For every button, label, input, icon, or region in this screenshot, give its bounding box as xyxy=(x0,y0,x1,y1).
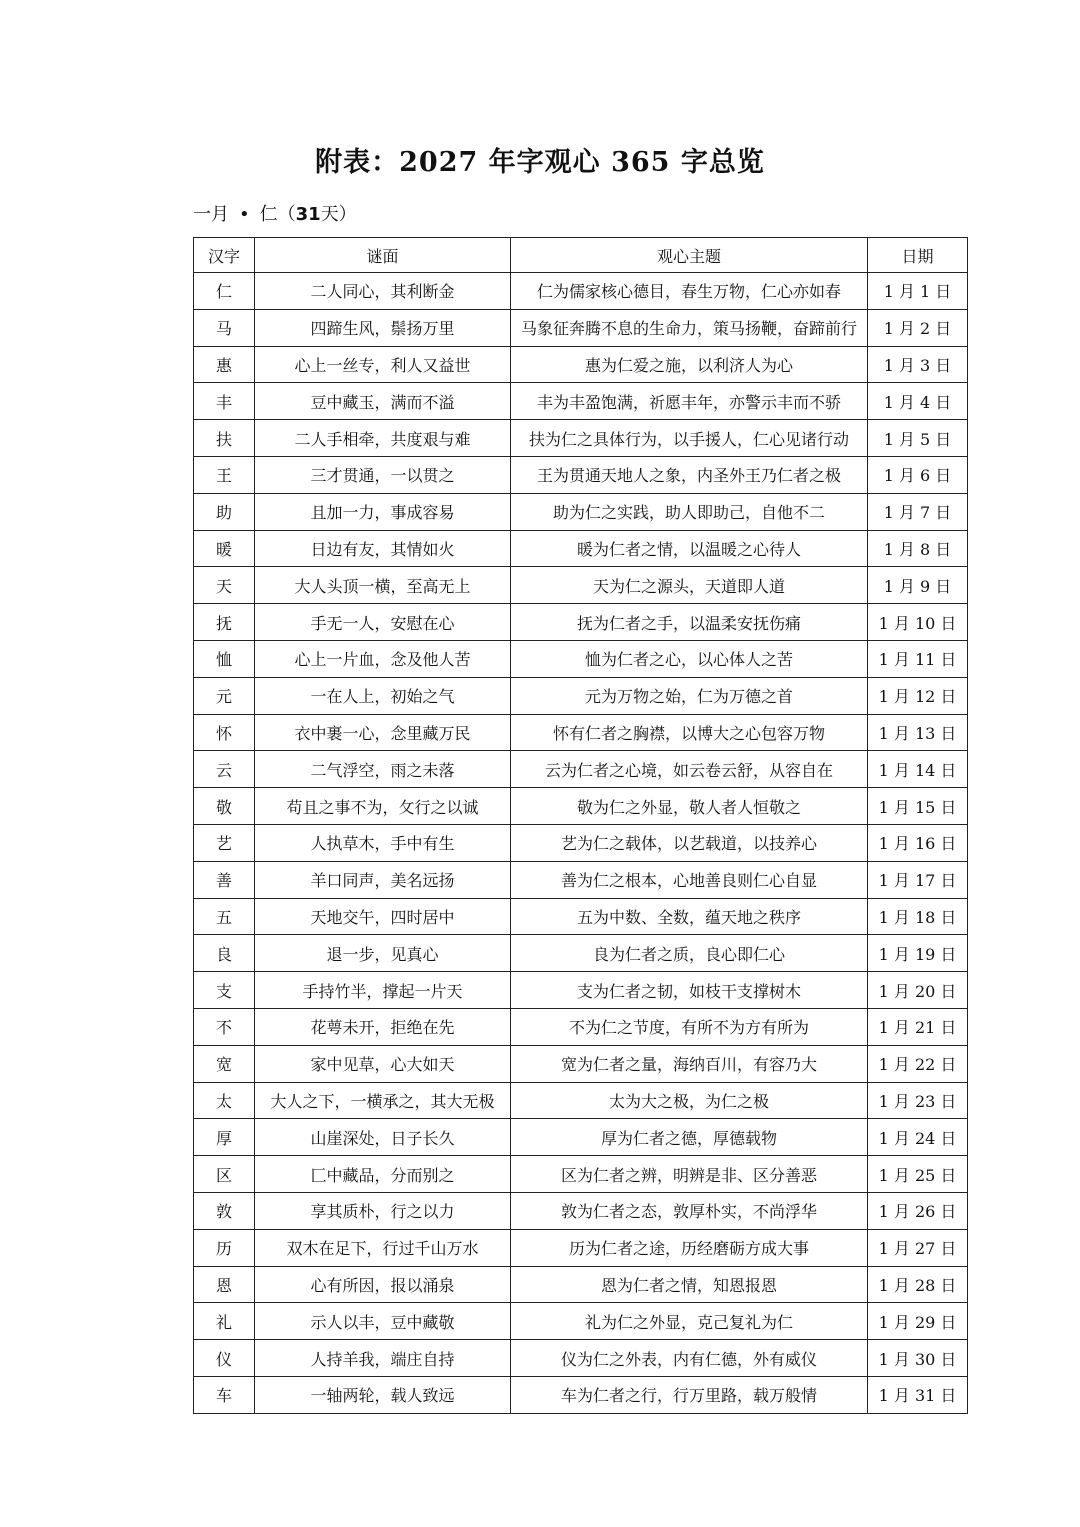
cell-char: 历 xyxy=(194,1229,255,1266)
cell-date: 1 月 21 日 xyxy=(868,1008,968,1045)
cell-date: 1 月 16 日 xyxy=(868,824,968,861)
cell-char: 仁 xyxy=(194,273,255,310)
table-row xyxy=(194,1008,968,1045)
cell-riddle: 二气浮空，雨之未落 xyxy=(255,751,511,788)
cell-date: 1 月 10 日 xyxy=(868,604,968,641)
table-row xyxy=(194,346,968,383)
cell-char: 太 xyxy=(194,1082,255,1119)
table-row xyxy=(194,273,968,310)
header-riddle: 谜面 xyxy=(255,238,511,273)
cell-date: 1 月 8 日 xyxy=(868,530,968,567)
cell-theme: 马象征奔腾不息的生命力，策马扬鞭，奋蹄前行 xyxy=(511,309,868,346)
cell-theme: 云为仁者之心境，如云卷云舒，从容自在 xyxy=(511,751,868,788)
cell-char: 仪 xyxy=(194,1340,255,1377)
cell-theme: 历为仁者之途，历经磨砺方成大事 xyxy=(511,1229,868,1266)
cell-theme: 敬为仁之外显，敬人者人恒敬之 xyxy=(511,788,868,825)
table-row xyxy=(194,1119,968,1156)
cell-riddle: 日边有友，其情如火 xyxy=(255,530,511,567)
cell-riddle: 一在人上，初始之气 xyxy=(255,677,511,714)
cell-char: 敬 xyxy=(194,788,255,825)
table-row xyxy=(194,1376,968,1413)
cell-theme: 恩为仁者之情，知恩报恩 xyxy=(511,1266,868,1303)
cell-riddle: 花萼未开，拒绝在先 xyxy=(255,1008,511,1045)
cell-theme: 暖为仁者之情，以温暖之心待人 xyxy=(511,530,868,567)
table-row xyxy=(194,1156,968,1193)
table-row xyxy=(194,1045,968,1082)
table-row xyxy=(194,751,968,788)
table-row xyxy=(194,1229,968,1266)
cell-theme: 良为仁者之质，良心即仁心 xyxy=(511,935,868,972)
table-row xyxy=(194,1266,968,1303)
cell-char: 助 xyxy=(194,493,255,530)
table-row xyxy=(194,824,968,861)
cell-date: 1 月 25 日 xyxy=(868,1156,968,1193)
cell-char: 恩 xyxy=(194,1266,255,1303)
cell-theme: 仪为仁之外表，内有仁德，外有威仪 xyxy=(511,1340,868,1377)
cell-char: 善 xyxy=(194,861,255,898)
cell-char: 敦 xyxy=(194,1192,255,1229)
cell-char: 支 xyxy=(194,972,255,1009)
cell-date: 1 月 12 日 xyxy=(868,677,968,714)
cell-riddle: 三才贯通，一以贯之 xyxy=(255,456,511,493)
cell-theme: 抚为仁者之手，以温柔安抚伤痛 xyxy=(511,604,868,641)
cell-date: 1 月 24 日 xyxy=(868,1119,968,1156)
cell-riddle: 享其质朴，行之以力 xyxy=(255,1192,511,1229)
section-char: 仁（ xyxy=(259,204,296,225)
cell-char: 良 xyxy=(194,935,255,972)
section-month: 一月 xyxy=(193,204,229,225)
section-days-count: 31 xyxy=(295,204,321,225)
table-row xyxy=(194,530,968,567)
section-days-unit: 天） xyxy=(320,204,357,225)
table-row xyxy=(194,420,968,457)
cell-date: 1 月 19 日 xyxy=(868,935,968,972)
table-row xyxy=(194,640,968,677)
cell-theme: 敦为仁者之态，敦厚朴实，不尚浮华 xyxy=(511,1192,868,1229)
table-row xyxy=(194,714,968,751)
cell-riddle: 大人之下，一横承之，其大无极 xyxy=(255,1082,511,1119)
cell-riddle: 衣中裹一心，念里藏万民 xyxy=(255,714,511,751)
cell-char: 怀 xyxy=(194,714,255,751)
header-date: 日期 xyxy=(868,238,968,273)
cell-date: 1 月 29 日 xyxy=(868,1303,968,1340)
cell-char: 丰 xyxy=(194,383,255,420)
cell-theme: 车为仁者之行，行万里路，载万般情 xyxy=(511,1376,868,1413)
cell-riddle: 且加一力，事成容易 xyxy=(255,493,511,530)
cell-char: 礼 xyxy=(194,1303,255,1340)
cell-riddle: 四蹄生风，鬃扬万里 xyxy=(255,309,511,346)
table-row xyxy=(194,604,968,641)
cell-char: 区 xyxy=(194,1156,255,1193)
cell-theme: 怀有仁者之胸襟，以博大之心包容万物 xyxy=(511,714,868,751)
cell-char: 云 xyxy=(194,751,255,788)
cell-char: 暖 xyxy=(194,530,255,567)
cell-theme: 宽为仁者之量，海纳百川，有容乃大 xyxy=(511,1045,868,1082)
cell-char: 惠 xyxy=(194,346,255,383)
table-header-row xyxy=(194,238,968,273)
cell-riddle: 匚中藏品，分而别之 xyxy=(255,1156,511,1193)
cell-date: 1 月 18 日 xyxy=(868,898,968,935)
cell-char: 车 xyxy=(194,1376,255,1413)
cell-date: 1 月 2 日 xyxy=(868,309,968,346)
cell-char: 扶 xyxy=(194,420,255,457)
cell-theme: 不为仁之节度，有所不为方有所为 xyxy=(511,1008,868,1045)
cell-riddle: 二人同心，其利断金 xyxy=(255,273,511,310)
table-row xyxy=(194,861,968,898)
cell-theme: 助为仁之实践，助人即助己，自他不二 xyxy=(511,493,868,530)
cell-theme: 善为仁之根本，心地善良则仁心自显 xyxy=(511,861,868,898)
cell-date: 1 月 13 日 xyxy=(868,714,968,751)
cell-char: 不 xyxy=(194,1008,255,1045)
header-theme: 观心主题 xyxy=(511,238,868,273)
cell-theme: 太为大之极，为仁之极 xyxy=(511,1082,868,1119)
cell-riddle: 手无一人，安慰在心 xyxy=(255,604,511,641)
table-row xyxy=(194,972,968,1009)
cell-theme: 区为仁者之辨，明辨是非、区分善恶 xyxy=(511,1156,868,1193)
cell-date: 1 月 11 日 xyxy=(868,640,968,677)
cell-date: 1 月 17 日 xyxy=(868,861,968,898)
overview-table xyxy=(193,237,968,1414)
cell-theme: 仁为儒家核心德目，春生万物，仁心亦如春 xyxy=(511,273,868,310)
cell-riddle: 示人以丰，豆中藏敬 xyxy=(255,1303,511,1340)
cell-date: 1 月 28 日 xyxy=(868,1266,968,1303)
cell-riddle: 苟且之事不为，攵行之以诚 xyxy=(255,788,511,825)
cell-date: 1 月 5 日 xyxy=(868,420,968,457)
cell-riddle: 家中见草，心大如天 xyxy=(255,1045,511,1082)
cell-theme: 恤为仁者之心，以心体人之苦 xyxy=(511,640,868,677)
cell-riddle: 双木在足下，行过千山万水 xyxy=(255,1229,511,1266)
cell-riddle: 手持竹半，撑起一片天 xyxy=(255,972,511,1009)
cell-date: 1 月 26 日 xyxy=(868,1192,968,1229)
cell-date: 1 月 1 日 xyxy=(868,273,968,310)
cell-theme: 艺为仁之载体，以艺载道，以技养心 xyxy=(511,824,868,861)
cell-riddle: 心上一丝专，利人又益世 xyxy=(255,346,511,383)
cell-theme: 天为仁之源头，天道即人道 xyxy=(511,567,868,604)
table-row xyxy=(194,1340,968,1377)
table-body xyxy=(194,273,968,1414)
cell-riddle: 山崖深处，日子长久 xyxy=(255,1119,511,1156)
table-row xyxy=(194,788,968,825)
cell-char: 艺 xyxy=(194,824,255,861)
table-row xyxy=(194,677,968,714)
cell-char: 王 xyxy=(194,456,255,493)
cell-char: 抚 xyxy=(194,604,255,641)
cell-char: 恤 xyxy=(194,640,255,677)
cell-date: 1 月 14 日 xyxy=(868,751,968,788)
table-row xyxy=(194,309,968,346)
cell-riddle: 人执草木，手中有生 xyxy=(255,824,511,861)
cell-date: 1 月 23 日 xyxy=(868,1082,968,1119)
section-heading-january xyxy=(193,200,357,226)
cell-char: 天 xyxy=(194,567,255,604)
cell-date: 1 月 4 日 xyxy=(868,383,968,420)
cell-riddle: 一轴两轮，载人致远 xyxy=(255,1376,511,1413)
cell-char: 元 xyxy=(194,677,255,714)
cell-date: 1 月 22 日 xyxy=(868,1045,968,1082)
table-row xyxy=(194,456,968,493)
cell-riddle: 二人手相牵，共度艰与难 xyxy=(255,420,511,457)
cell-riddle: 天地交午，四时居中 xyxy=(255,898,511,935)
cell-date: 1 月 9 日 xyxy=(868,567,968,604)
table-row xyxy=(194,1303,968,1340)
table-row xyxy=(194,898,968,935)
cell-char: 宽 xyxy=(194,1045,255,1082)
table-row xyxy=(194,1082,968,1119)
page-title: 附表：2027 年字观心 365 字总览 xyxy=(315,147,765,178)
cell-theme: 五为中数、全数，蕴天地之秩序 xyxy=(511,898,868,935)
table-row xyxy=(194,935,968,972)
bullet-separator: • xyxy=(239,204,250,225)
cell-date: 1 月 15 日 xyxy=(868,788,968,825)
cell-riddle: 大人头顶一横，至高无上 xyxy=(255,567,511,604)
cell-theme: 丰为丰盈饱满，祈愿丰年，亦警示丰而不骄 xyxy=(511,383,868,420)
cell-theme: 扶为仁之具体行为，以手援人，仁心见诸行动 xyxy=(511,420,868,457)
cell-theme: 惠为仁爱之施，以利济人为心 xyxy=(511,346,868,383)
cell-riddle: 羊口同声，美名远扬 xyxy=(255,861,511,898)
cell-date: 1 月 3 日 xyxy=(868,346,968,383)
cell-char: 厚 xyxy=(194,1119,255,1156)
cell-date: 1 月 20 日 xyxy=(868,972,968,1009)
table-row xyxy=(194,567,968,604)
cell-riddle: 退一步，见真心 xyxy=(255,935,511,972)
cell-riddle: 心有所因，报以涌泉 xyxy=(255,1266,511,1303)
cell-theme: 支为仁者之韧，如枝干支撑树木 xyxy=(511,972,868,1009)
table-row xyxy=(194,383,968,420)
cell-theme: 礼为仁之外显，克己复礼为仁 xyxy=(511,1303,868,1340)
cell-char: 马 xyxy=(194,309,255,346)
header-char: 汉字 xyxy=(194,238,255,273)
table-row xyxy=(194,1192,968,1229)
cell-theme: 元为万物之始，仁为万德之首 xyxy=(511,677,868,714)
cell-date: 1 月 27 日 xyxy=(868,1229,968,1266)
cell-riddle: 人持羊我，端庄自持 xyxy=(255,1340,511,1377)
cell-theme: 王为贯通天地人之象，内圣外王乃仁者之极 xyxy=(511,456,868,493)
cell-date: 1 月 6 日 xyxy=(868,456,968,493)
cell-date: 1 月 30 日 xyxy=(868,1340,968,1377)
cell-riddle: 心上一片血，念及他人苦 xyxy=(255,640,511,677)
cell-char: 五 xyxy=(194,898,255,935)
cell-riddle: 豆中藏玉，满而不溢 xyxy=(255,383,511,420)
table-row xyxy=(194,493,968,530)
cell-date: 1 月 7 日 xyxy=(868,493,968,530)
cell-theme: 厚为仁者之德，厚德载物 xyxy=(511,1119,868,1156)
cell-date: 1 月 31 日 xyxy=(868,1376,968,1413)
